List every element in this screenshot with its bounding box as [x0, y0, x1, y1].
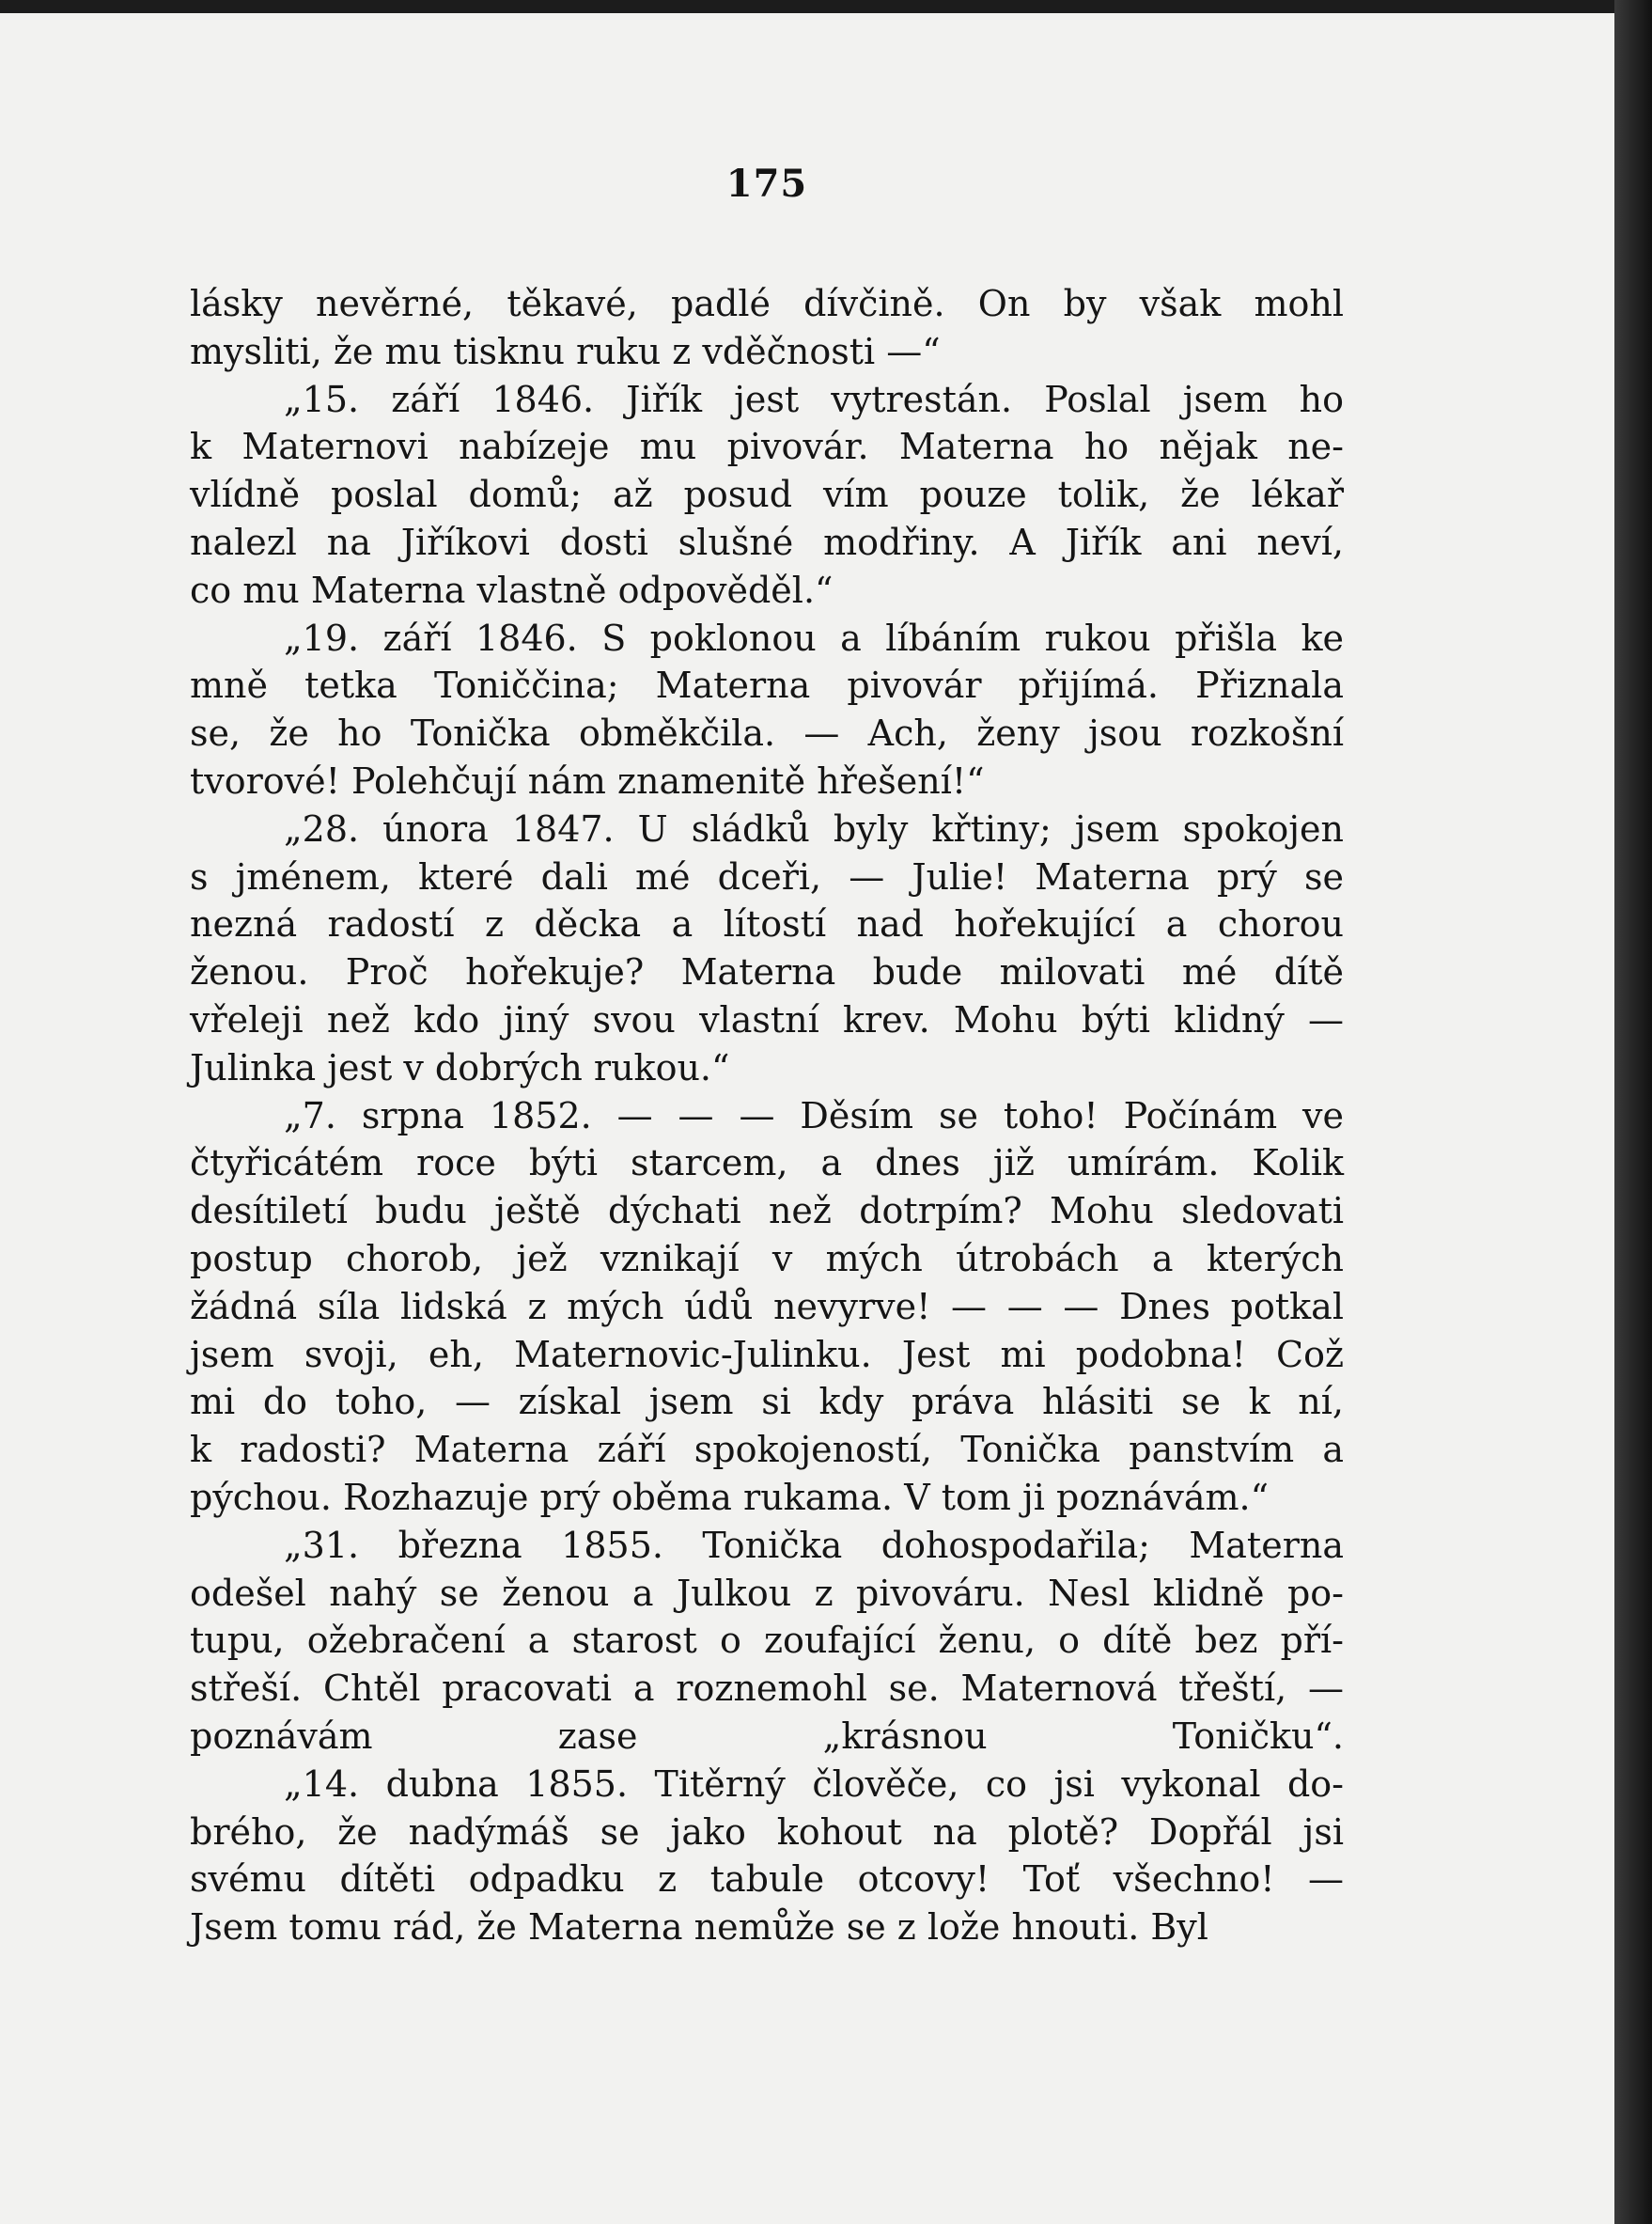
text-line: nalezl na Jiříkovi dosti slušné modřiny. A Jiřík ani neví,: [190, 521, 1344, 563]
text-line: pýchou. Rozhazuje prý oběma rukama. V tom ji poznávám.“: [190, 1476, 1270, 1518]
text-line: postup chorob, jež vznikají v mých útrobách a kterých: [190, 1237, 1344, 1279]
text-line: se, že ho Tonička obměkčila. — Ach, ženy jsou rozkošní: [190, 713, 1344, 755]
text-line: Jsem tomu rád, že Materna nemůže se z lože hnouti. Byl: [190, 1906, 1208, 1949]
text-line: „7. srpna 1852. — — — Děsím se toho! Počínám ve: [284, 1094, 1344, 1136]
page-number: 175: [725, 162, 808, 206]
body-text: [190, 280, 1344, 1951]
text-line: ženou. Proč hořekuje? Materna bude milovati mé dítě: [190, 951, 1344, 994]
text-line: „15. září 1846. Jiřík jest vytrestán. Poslal jsem ho: [284, 378, 1344, 420]
text-line: poznávám zase „krásnou Toničku“.: [190, 1715, 1344, 1757]
text-line: střeší. Chtěl pracovati a roznemohl se. Maternová třeští, —: [190, 1668, 1344, 1710]
text-line: k radosti? Materna září spokojeností, Tonička panstvím a: [190, 1429, 1344, 1471]
book-page: [0, 13, 1614, 2224]
text-line: čtyřicátém roce býti starcem, a dnes již umírám. Kolik: [190, 1142, 1344, 1184]
text-line: „14. dubna 1855. Titěrný člověče, co jsi vykonal do-: [284, 1762, 1344, 1805]
text-line: Julinka jest v dobrých rukou.“: [190, 1046, 730, 1089]
text-line: „19. září 1846. S poklonou a líbáním rukou přišla ke: [284, 617, 1344, 659]
text-line: mně tetka Toniččina; Materna pivovár přijímá. Přiznala: [190, 665, 1344, 707]
text-line: odešel nahý se ženou a Julkou z pivováru. Nesl klidně po-: [190, 1572, 1344, 1614]
text-line: vřeleji než kdo jiný svou vlastní krev. Mohu býti klidný —: [190, 998, 1344, 1041]
text-line: mi do toho, — získal jsem si kdy práva hlásiti se k ní,: [190, 1381, 1344, 1423]
text-line: tupu, ožebračení a starost o zoufající ženu, o dítě bez pří-: [190, 1620, 1344, 1662]
text-line: desítiletí budu ještě dýchati než dotrpím? Mohu sledovati: [190, 1190, 1344, 1232]
text-line: „31. března 1855. Tonička dohospodařila; Materna: [284, 1524, 1344, 1566]
text-line: tvorové! Polehčují nám znamenitě hřešení!“: [190, 760, 985, 802]
text-line: brého, že nadýmáš se jako kohout na plotě? Dopřál jsi: [190, 1810, 1344, 1853]
text-line: „28. února 1847. U sládků byly křtiny; jsem spokojen: [284, 807, 1344, 850]
text-line: k Maternovi nabízeje mu pivovár. Materna ho nějak ne-: [190, 426, 1344, 468]
text-line: lásky nevěrné, těkavé, padlé dívčině. On by však mohl: [190, 283, 1344, 324]
text-line: žádná síla lidská z mých údů nevyrve! — — — Dnes potkal: [190, 1285, 1344, 1327]
text-line: nezná radostí z děcka a lítostí nad hořekující a chorou: [190, 903, 1344, 946]
text-line: jsem svoji, eh, Maternovic-Julinku. Jest mi podobna! Což: [190, 1333, 1344, 1375]
text-line: co mu Materna vlastně odpověděl.“: [190, 569, 834, 611]
text-line: mysliti, že mu tisknu ruku z vděčnosti —“: [190, 330, 941, 372]
text-line: vlídně poslal domů; až posud vím pouze tolik, že lékař: [190, 474, 1344, 516]
text-line: s jménem, které dali mé dceři, — Julie! Materna prý se: [190, 855, 1344, 898]
scan-edge-right: [1614, 0, 1652, 2224]
text-line: svému dítěti odpadku z tabule otcovy! Toť všechno! —: [190, 1858, 1344, 1901]
